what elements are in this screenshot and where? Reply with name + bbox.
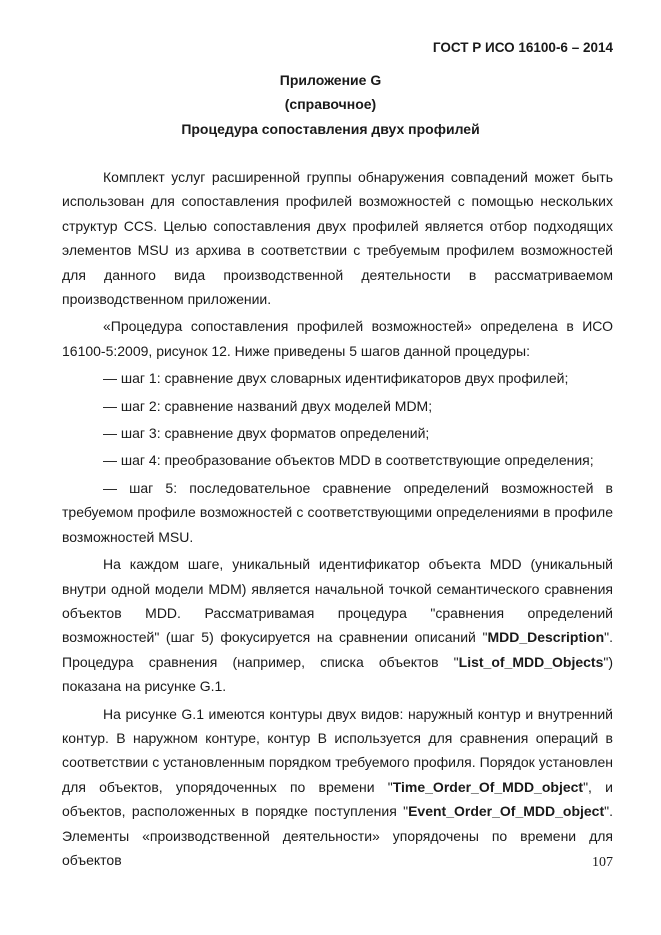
section-heading: Процедура сопоставления двух профилей xyxy=(181,121,480,137)
text-run: На рисунке G.1 имеются контуры двух видов: наружный контур и внутренний контур. В наружном контуре, контур B используется для сравнения операций в соответствии с установленным порядком требуемого профиля. Порядок установлен для объектов, упорядоченных по времени " xyxy=(62,705,613,795)
term-time-order: Time_Order_Of_MDD_object xyxy=(392,778,584,795)
text-run: ". Процедура сравнения (например, списка объектов " xyxy=(62,629,613,670)
paragraph-identifier xyxy=(62,552,613,698)
paragraph-intro: Комплект услуг расширенной группы обнаружения совпадений может быть использован для сопоставления профилей возможностей с помощью нескольких структур CCS. Целью сопоставления двух профилей является отбор подходящих элементов MSU из архива в соответствии с требуемым профилем возможностей для данного вида производственной деятельности в рассматриваемом производственном приложении. xyxy=(62,169,613,308)
step-2: — шаг 2: сравнение названий двух моделей MDM; xyxy=(103,397,433,414)
body-text xyxy=(62,165,613,875)
step-5: — шаг 5: последовательное сравнение определений возможностей в требуемом профиле возможностей с соответствующими определениями в профиле возможностей MSU. xyxy=(62,479,613,545)
text-run: ". Элементы «производственной деятельности» упорядочены по времени для объектов xyxy=(62,803,613,868)
annex-note: (справочное) xyxy=(284,96,377,112)
text-run: ", и объектов, расположенных в порядке поступления " xyxy=(62,778,613,820)
text-run: На каждом шаге, уникальный идентификатор объекта MDD (уникальный внутри одной модели MDM) является начальной точкой семантического сравнения объектов MDD. Рассматривамая процедура "сравнения определений возможностей" (шаг 5) фокусируется на сравнении описаний " xyxy=(62,556,613,646)
text-run: ") показана на рисунке G.1. xyxy=(62,653,613,695)
term-event-order: Event_Order_Of_MDD_object xyxy=(408,803,605,820)
paragraph-contours xyxy=(62,702,613,873)
step-1: — шаг 1: сравнение двух словарных идентификаторов двух профилей; xyxy=(103,370,569,387)
step-3: — шаг 3: сравнение двух форматов определений; xyxy=(103,425,430,442)
standard-header: ГОСТ Р ИСО 16100-6 – 2014 xyxy=(432,40,613,55)
step-4: — шаг 4: преобразование объектов MDD в соответствующие определения; xyxy=(103,452,594,469)
term-mdd-description: MDD_Description xyxy=(487,629,605,646)
paragraph-procedure: «Процедура сопоставления профилей возможностей» определена в ИСО 16100-5:2009, рисунок 12. Ниже приведены 5 шагов данной процедуры: xyxy=(62,318,613,359)
term-list-of-mdd-objects: List_of_MDD_Objects xyxy=(458,653,604,670)
annex-title: Приложение G xyxy=(279,72,382,88)
page-number: 107 xyxy=(592,855,613,870)
